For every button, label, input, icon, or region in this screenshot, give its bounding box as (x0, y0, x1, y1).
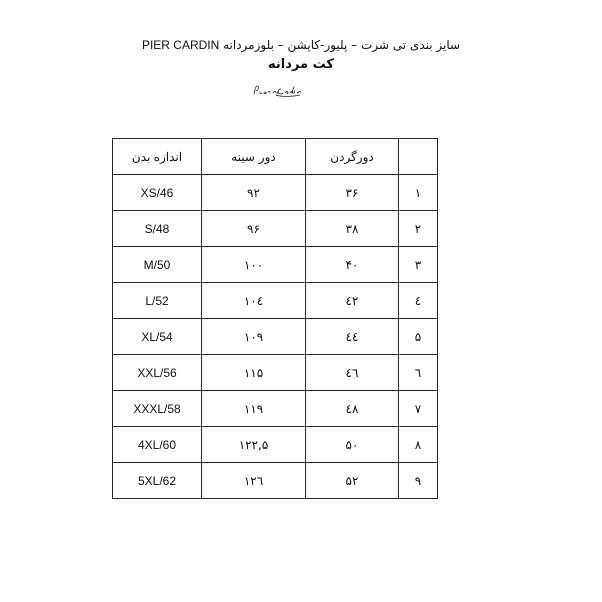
table-row (113, 211, 438, 247)
header-chest: دور سینه (202, 139, 306, 175)
size-value: 5XL/62 (113, 463, 202, 499)
neck-value: ۳۸ (306, 211, 399, 247)
row-index: ۱ (399, 175, 438, 211)
size-value: S/48 (113, 211, 202, 247)
size-value: 4XL/60 (113, 427, 202, 463)
header-size: اندازه بدن (113, 139, 202, 175)
neck-value: ٤٤ (306, 319, 399, 355)
document-title (0, 37, 602, 53)
size-value: XL/54 (113, 319, 202, 355)
neck-value: ۵۲ (306, 463, 399, 499)
chest-value: ۱۱۵ (202, 355, 306, 391)
table-header-row (113, 139, 438, 175)
neck-value: ٤۸ (306, 391, 399, 427)
title-text: سایز بندی تی شرت – پلیور-کاپشن – بلوزمردانه (223, 38, 461, 52)
neck-value: ۳۶ (306, 175, 399, 211)
brand-name: PIER CARDIN (141, 38, 220, 52)
row-index: ٤ (399, 283, 438, 319)
chest-value: ۱۰۰ (202, 247, 306, 283)
size-chart-table (112, 138, 438, 499)
table-row (113, 319, 438, 355)
row-index: ۸ (399, 427, 438, 463)
chest-value: ۹۶ (202, 211, 306, 247)
neck-value: ۵۰ (306, 427, 399, 463)
table-row (113, 391, 438, 427)
row-index: ۷ (399, 391, 438, 427)
header-neck: دورگردن (306, 139, 399, 175)
document-subtitle: کت مردانه (268, 57, 334, 72)
table-row (113, 175, 438, 211)
size-value: L/52 (113, 283, 202, 319)
chest-value: ۱۲٦ (202, 463, 306, 499)
row-index: ۳ (399, 247, 438, 283)
row-index: ٦ (399, 355, 438, 391)
size-value: XXXL/58 (113, 391, 202, 427)
neck-value: ٤٦ (306, 355, 399, 391)
neck-value: ٤۲ (306, 283, 399, 319)
row-index: ۲ (399, 211, 438, 247)
table-row (113, 355, 438, 391)
table-row (113, 283, 438, 319)
table-row (113, 247, 438, 283)
header-index (399, 139, 438, 175)
table-row (113, 427, 438, 463)
size-value: XS/46 (113, 175, 202, 211)
table-row (113, 463, 438, 499)
chest-value: ۱۰٤ (202, 283, 306, 319)
chest-value: ۹۲ (202, 175, 306, 211)
neck-value: ۴۰ (306, 247, 399, 283)
chest-value: ۱۱۹ (202, 391, 306, 427)
chest-value: ۱۲۲,۵ (202, 427, 306, 463)
row-index: ۵ (399, 319, 438, 355)
row-index: ۹ (399, 463, 438, 499)
size-value: M/50 (113, 247, 202, 283)
size-value: XXL/56 (113, 355, 202, 391)
pierre-cardin-signature-logo (251, 83, 301, 99)
chest-value: ۱۰۹ (202, 319, 306, 355)
